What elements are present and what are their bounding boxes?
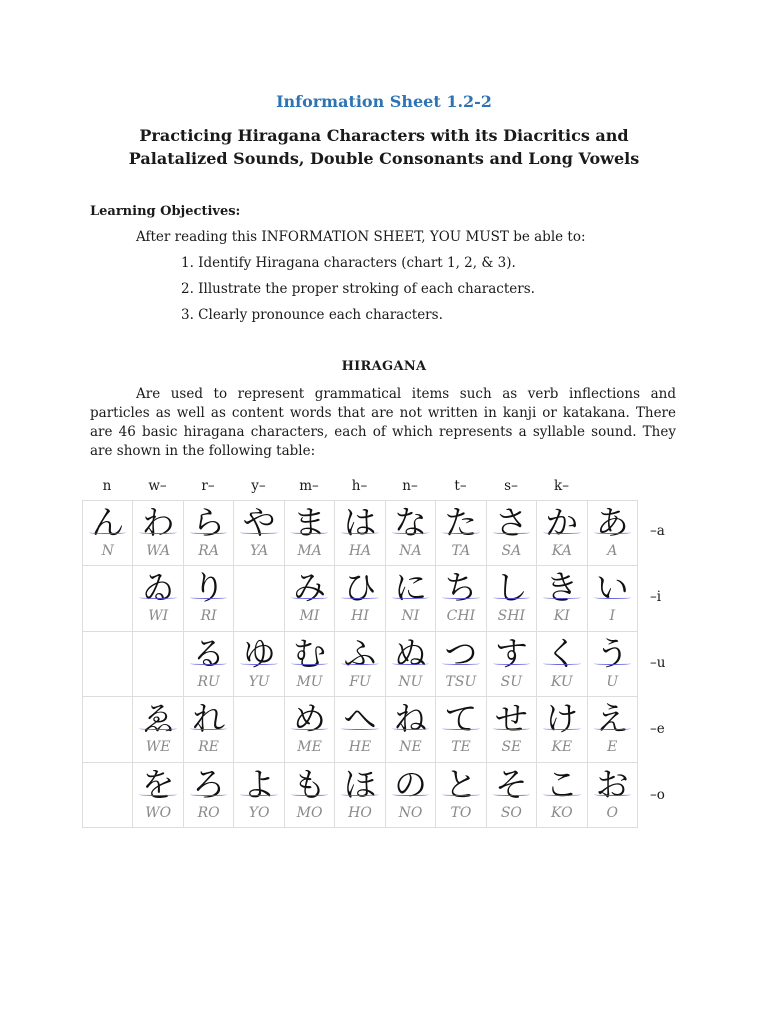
romaji-label: TA [451,543,471,559]
kana-glyph-wrap [537,570,586,606]
kana-cell [537,762,587,827]
romaji-label: RO [197,804,220,821]
kana-glyph-wrap [436,570,485,606]
column-header: n– [402,478,418,494]
kana-cell [284,631,334,696]
stroke-direction-icon [291,531,328,534]
romaji-label: MA [297,543,322,559]
romaji-label: WO [145,804,172,821]
kana-cell [133,762,183,827]
stroke-direction-icon [493,793,530,796]
kana-glyph-wrap [335,701,384,737]
kana-character: お [595,764,629,804]
row-suffix: –e [650,721,665,737]
stroke-direction-icon [392,531,429,534]
kana-cell [183,566,233,631]
kana-character: こ [545,764,579,804]
main-title-line-1: Practicing Hiragana Characters with its Diacritics and [139,126,629,145]
kana-glyph-wrap [133,701,182,737]
column-header: k– [554,478,569,494]
kana-cell [335,566,385,631]
kana-cell [284,697,334,762]
romaji-label: HO [348,804,372,821]
kana-glyph-wrap [386,701,435,737]
romaji-label: WI [148,608,169,625]
kana-character: か [545,503,579,542]
kana-character: ん [91,503,125,542]
kana-cell [133,566,183,631]
kana-cell [83,501,133,566]
kana-character: は [343,503,377,542]
romaji-label: TO [450,804,472,821]
stroke-direction-icon [240,531,277,534]
kana-glyph-wrap [285,570,334,606]
kana-glyph-wrap [184,701,233,737]
kana-character: ら [192,503,226,542]
row-suffix: –i [650,589,662,605]
stroke-direction-icon [594,662,631,665]
kana-cell [587,762,637,827]
row-suffix: –u [650,655,666,671]
kana-cell [284,566,334,631]
romaji-label: YO [248,804,270,821]
kana-cell [436,566,486,631]
kana-glyph-wrap [436,633,485,673]
kana-glyph-wrap [234,633,283,673]
column-header: s– [504,478,518,494]
romaji-label: KO [551,804,573,821]
kana-glyph-wrap [184,764,233,804]
kana-cell [335,697,385,762]
kana-character: き [545,568,579,608]
romaji-label: A [607,543,618,559]
romaji-label: SA [501,543,522,559]
kana-cell [234,762,284,827]
kana-cell [436,631,486,696]
kana-cell [284,762,334,827]
hiragana-table [82,500,638,828]
kana-glyph-wrap [285,764,334,804]
stroke-direction-icon [442,793,479,796]
stroke-direction-icon [240,793,277,796]
kana-cell [385,631,435,696]
romaji-label: MI [299,608,320,625]
kana-character: た [444,503,478,542]
column-header: m– [299,478,319,494]
objective-item: 2. Illustrate the proper stroking of each characters. [181,281,535,297]
romaji-label: YA [249,543,269,559]
kana-cell [335,631,385,696]
romaji-label: SO [500,804,522,821]
kana-character: や [242,503,276,542]
stroke-direction-icon [392,662,429,665]
kana-character: い [595,568,629,608]
romaji-label: HA [348,543,372,559]
romaji-label: MO [296,804,323,821]
kana-character: る [192,633,226,673]
kana-glyph-wrap [537,633,586,673]
romaji-label: NO [398,804,423,821]
romaji-label: YU [248,673,270,690]
stroke-direction-icon [291,793,328,796]
romaji-label: N [101,543,114,559]
kana-cell [436,762,486,827]
kana-character: に [393,568,427,608]
romaji-label: KE [551,739,573,756]
stroke-direction-icon [442,531,479,534]
romaji-label: U [606,673,619,690]
stroke-direction-icon [341,531,378,534]
romaji-label: NI [401,608,420,625]
kana-character: の [393,764,427,804]
kana-glyph-wrap [386,633,435,673]
kana-glyph-wrap [487,570,536,606]
stroke-direction-icon [442,662,479,665]
row-suffix: –o [650,787,665,803]
column-header: t– [454,478,467,494]
romaji-label: HI [351,608,369,625]
kana-cell [183,501,233,566]
romaji-label: O [606,804,618,821]
kana-character: ゆ [242,633,276,673]
kana-character: く [545,633,579,673]
romaji-label: SE [501,739,522,756]
kana-glyph-wrap [184,633,233,673]
kana-glyph-wrap [588,701,637,737]
kana-glyph-wrap [133,764,182,804]
kana-cell [234,697,284,762]
kana-glyph-wrap [335,764,384,804]
table-row [83,697,638,762]
kana-character: な [393,503,427,542]
objectives-heading: Learning Objectives: [90,204,241,219]
kana-cell [537,697,587,762]
kana-cell [183,762,233,827]
kana-glyph-wrap [184,505,233,541]
column-header: n [102,478,112,494]
kana-character: め [293,699,327,739]
kana-glyph-wrap [537,701,586,737]
romaji-label: RI [200,608,217,625]
kana-glyph-wrap [588,633,637,673]
intro-paragraph-text: Are used to represent grammatical items such as verb inflections and particles as well as content words that are not written in kanji or katakana. There are 46 basic hiragana characters, each of which represents a syllable sound. They are shown in the following table: [90,386,676,459]
kana-character: ほ [343,764,377,804]
kana-glyph-wrap [436,505,485,541]
romaji-label: FU [349,673,371,690]
kana-cell [486,631,536,696]
kana-glyph-wrap [537,505,586,541]
stroke-direction-icon [190,531,227,534]
kana-glyph-wrap [184,570,233,606]
column-header: h– [351,478,368,494]
stroke-direction-icon [493,662,530,665]
romaji-label: RA [198,543,219,559]
stroke-direction-icon [543,662,580,665]
kana-character: ふ [343,633,377,673]
objective-item: 1. Identify Hiragana characters (chart 1, 2, & 3). [181,255,516,271]
column-header: r– [201,478,215,494]
kana-glyph-wrap [83,505,132,541]
stroke-direction-icon [240,662,277,665]
stroke-direction-icon [543,793,580,796]
row-suffix: –a [650,523,665,539]
kana-glyph-wrap [133,570,182,606]
stroke-direction-icon [139,531,176,534]
kana-cell [234,631,284,696]
intro-paragraph [90,385,676,461]
kana-cell [385,501,435,566]
kana-cell [486,762,536,827]
kana-cell [234,501,284,566]
kana-cell [385,697,435,762]
table-row [83,566,638,631]
kana-glyph-wrap [537,764,586,804]
kana-cell [284,501,334,566]
kana-character: り [192,568,226,608]
kana-glyph-wrap [386,505,435,541]
kana-glyph-wrap [487,505,536,541]
romaji-label: HE [348,739,372,756]
kana-character: す [494,633,528,673]
stroke-direction-icon [594,793,631,796]
kana-character: れ [192,699,226,739]
kana-character: よ [242,764,276,804]
kana-cell [486,697,536,762]
stroke-direction-icon [190,793,227,796]
romaji-label: WE [145,739,171,756]
romaji-label: SU [500,673,523,690]
kana-character: し [494,568,528,608]
kana-character: せ [494,699,528,739]
kana-character: さ [494,503,528,542]
kana-cell [587,697,637,762]
objective-item: 3. Clearly pronounce each characters. [181,307,443,323]
kana-glyph-wrap [285,505,334,541]
kana-cell [385,566,435,631]
romaji-label: KA [551,543,572,559]
romaji-label: E [607,739,618,756]
romaji-label: SHI [497,608,526,625]
kana-glyph-wrap [285,633,334,673]
romaji-label: ME [297,739,322,756]
stroke-direction-icon [392,793,429,796]
kana-cell [183,631,233,696]
kana-cell [436,697,486,762]
main-title [60,124,708,170]
kana-cell [83,566,133,631]
kana-character: む [293,633,327,673]
column-header: w– [148,478,167,494]
kana-character: う [595,633,629,673]
table-row [83,631,638,696]
kana-glyph-wrap [386,764,435,804]
kana-character: ち [444,568,478,608]
kana-cell [83,762,133,827]
romaji-label: NE [399,739,422,756]
romaji-label: RE [198,739,220,756]
kana-cell [83,697,133,762]
kana-cell [234,566,284,631]
kana-cell [587,631,637,696]
column-header: y– [251,478,266,494]
stroke-direction-icon [341,662,378,665]
main-title-line-2: Palatalized Sounds, Double Consonants and Long Vowels [128,149,640,168]
kana-glyph-wrap [234,505,283,541]
kana-glyph-wrap [285,701,334,737]
kana-character: え [595,699,629,739]
romaji-label: KI [553,608,570,625]
kana-character: ろ [192,764,226,804]
romaji-label: TE [451,739,471,756]
stroke-direction-icon [139,793,176,796]
table-row [83,501,638,566]
kana-glyph-wrap [588,505,637,541]
kana-glyph-wrap [588,570,637,606]
kana-character: わ [141,503,175,542]
stroke-direction-icon [543,531,580,534]
kana-glyph-wrap [487,701,536,737]
romaji-label: CHI [446,608,476,625]
kana-cell [436,501,486,566]
kana-glyph-wrap [133,505,182,541]
kana-cell [486,566,536,631]
romaji-label: NA [399,543,422,559]
kana-glyph-wrap [487,764,536,804]
stroke-direction-icon [594,531,631,534]
kana-glyph-wrap [588,764,637,804]
kana-cell [335,762,385,827]
kana-character: け [545,699,579,739]
romaji-label: NU [398,673,423,690]
kana-character: も [293,764,327,804]
romaji-label: I [609,608,616,625]
romaji-label: WA [146,543,171,559]
stroke-direction-icon [291,662,328,665]
kana-cell [385,762,435,827]
romaji-label: MU [296,673,323,690]
kana-glyph-wrap [335,633,384,673]
kana-cell [133,697,183,762]
kana-cell [83,631,133,696]
objectives-intro: After reading this INFORMATION SHEET, YOU MUST be able to: [136,229,586,245]
kana-character: て [444,699,478,739]
kana-cell [587,501,637,566]
kana-cell [133,501,183,566]
stroke-direction-icon [341,793,378,796]
kana-glyph-wrap [335,570,384,606]
kana-character: み [293,568,327,608]
stroke-direction-icon [493,531,530,534]
romaji-label: KU [550,673,573,690]
kana-glyph-wrap [335,505,384,541]
kana-character: ゐ [141,568,175,608]
kana-character: へ [343,699,377,739]
stroke-direction-icon [190,662,227,665]
kana-character: と [444,764,478,804]
kana-character: ま [293,503,327,542]
table-row [83,762,638,827]
kana-character: ね [393,699,427,739]
kana-cell [335,501,385,566]
kana-glyph-wrap [487,633,536,673]
kana-glyph-wrap [386,570,435,606]
kana-character: を [141,764,175,804]
kana-character: つ [444,633,478,673]
kana-cell [537,501,587,566]
kana-cell [486,501,536,566]
kana-glyph-wrap [234,764,283,804]
kana-cell [133,631,183,696]
kana-character: ひ [343,568,377,608]
sheet-title: Information Sheet 1.2-2 [276,92,492,111]
kana-character: ぬ [393,633,427,673]
kana-character: あ [595,503,629,542]
kana-cell [537,566,587,631]
kana-character: ゑ [141,699,175,739]
kana-cell [183,697,233,762]
romaji-label: RU [197,673,220,690]
kana-cell [537,631,587,696]
kana-cell [587,566,637,631]
section-heading: HIRAGANA [341,359,427,374]
kana-character: そ [494,764,528,804]
romaji-label: TSU [445,673,477,690]
kana-glyph-wrap [436,764,485,804]
kana-glyph-wrap [436,701,485,737]
